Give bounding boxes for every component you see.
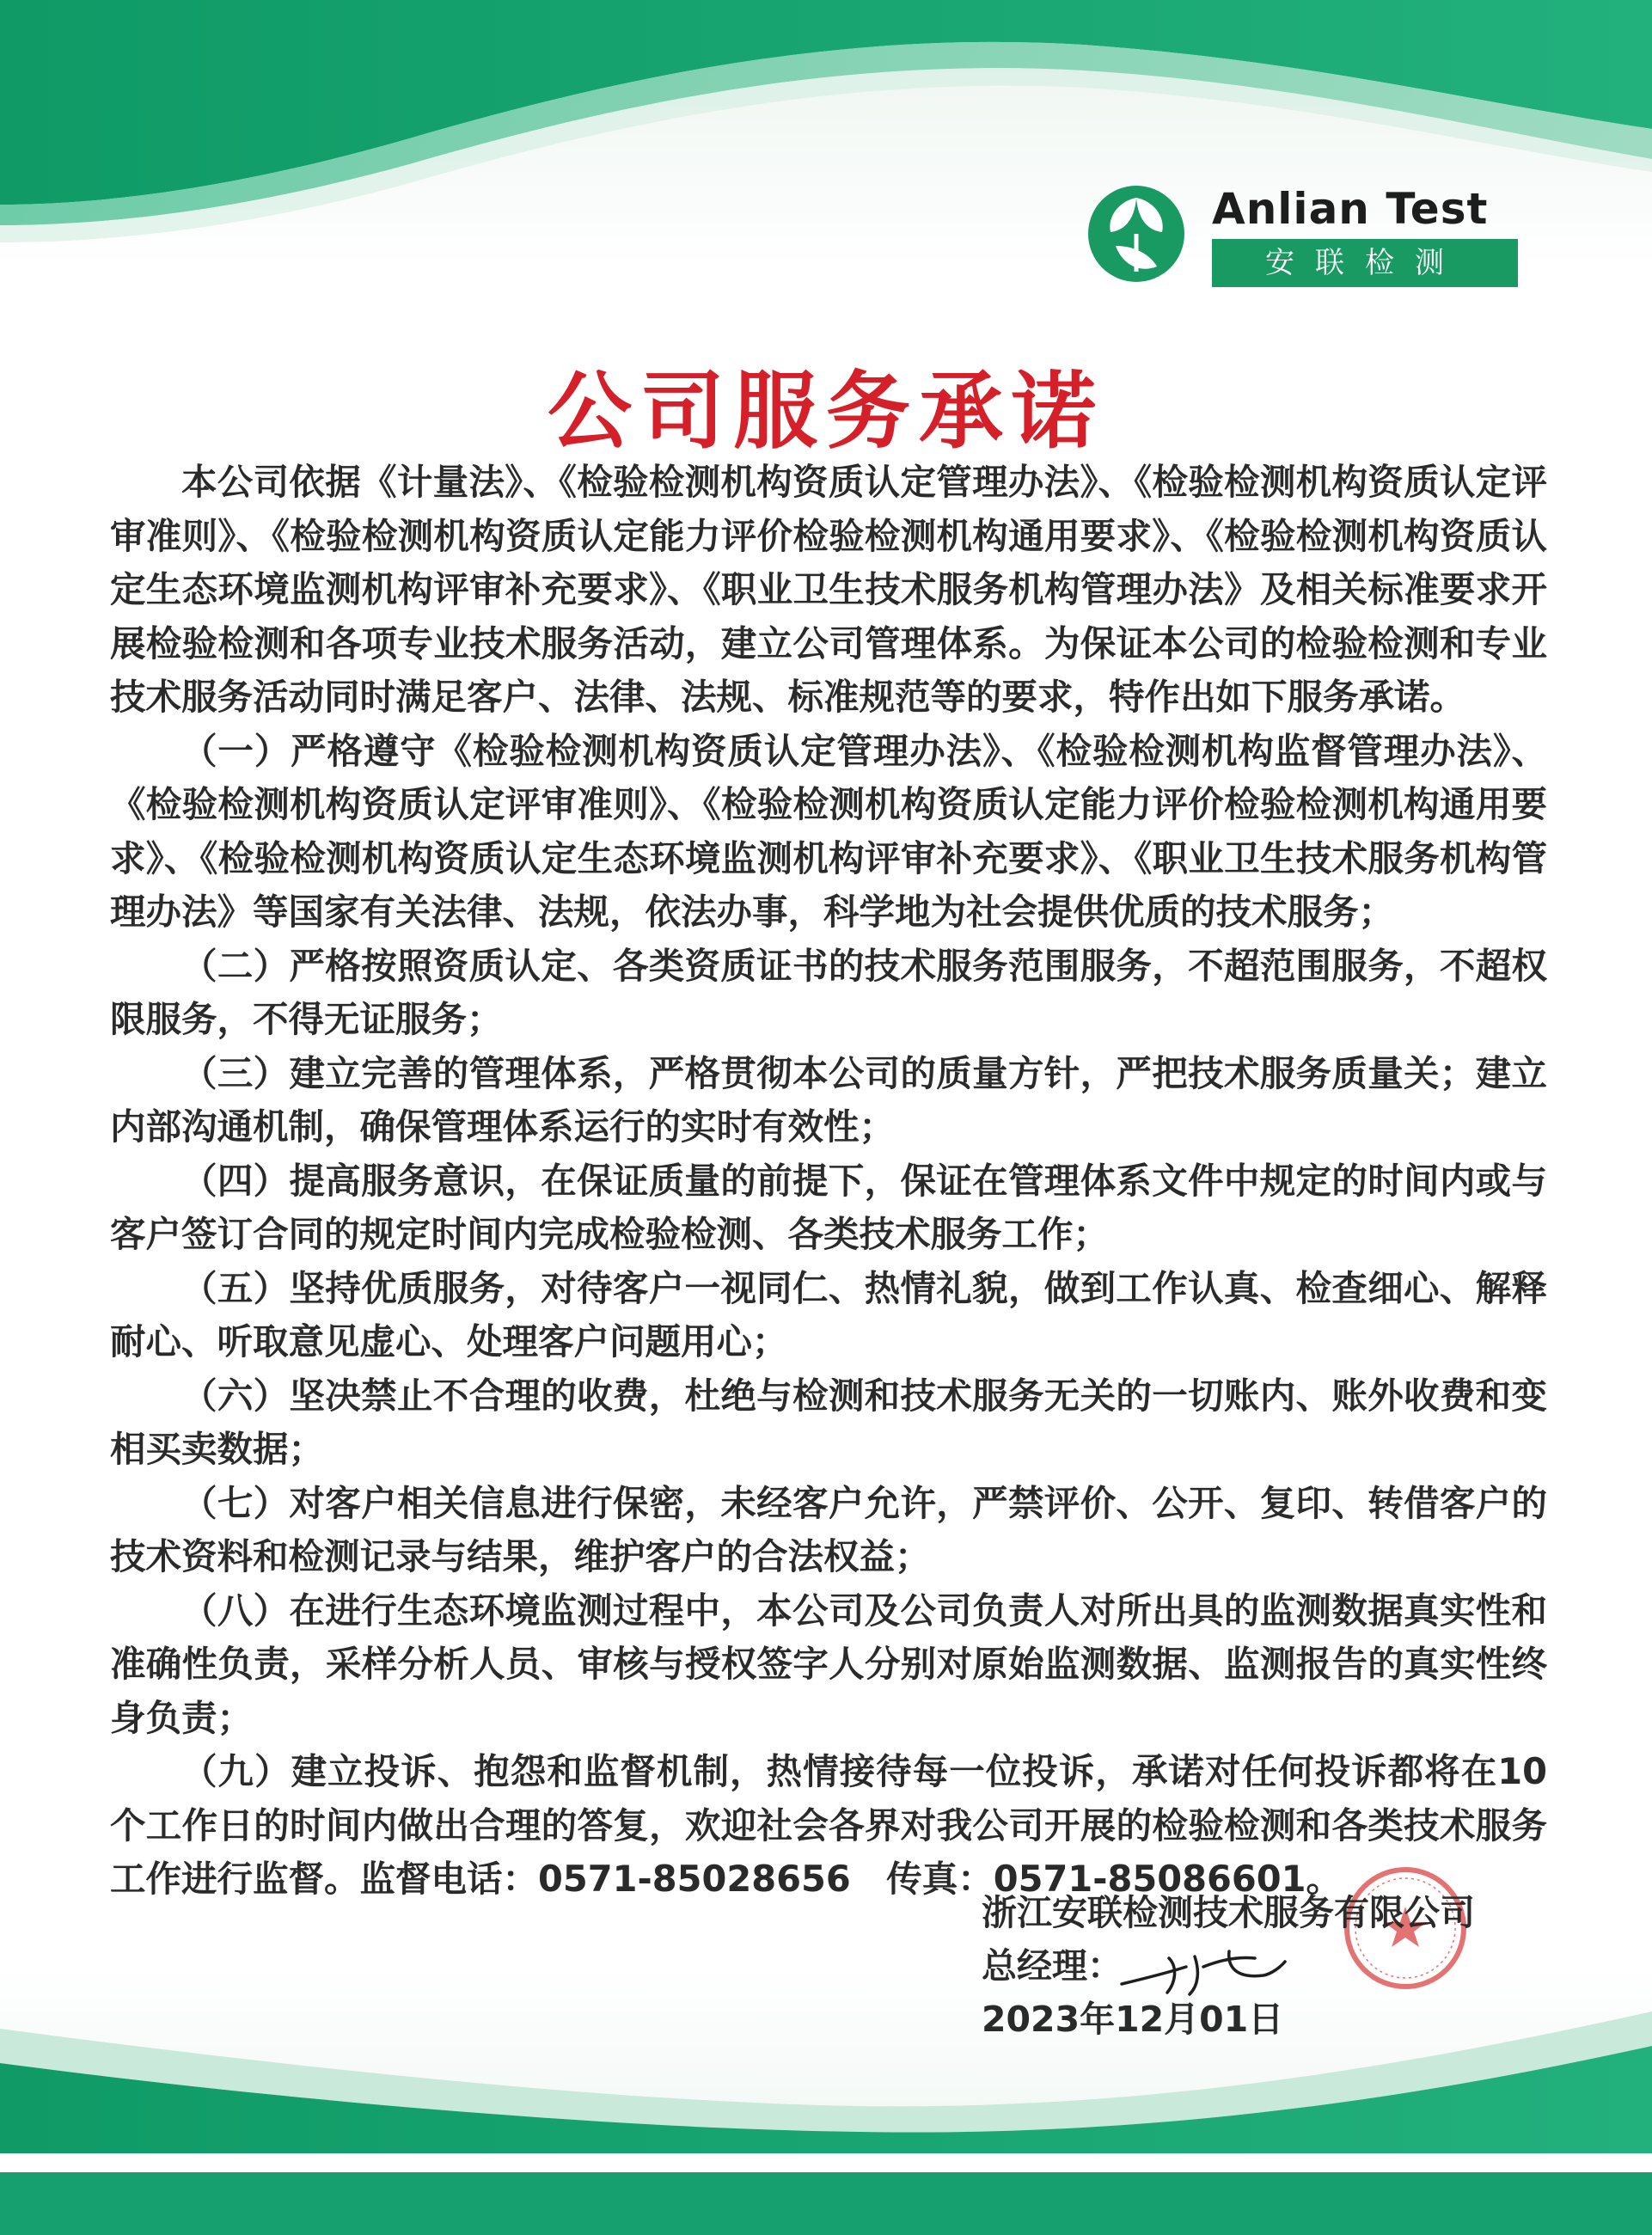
clause-8: （八）在进行生态环境监测过程中，本公司及公司负责人对所出具的监测数据真实性和准确性负责，采样分析人员、审核与授权签字人分别对原始监测数据、监测报告的真实性终身负责；: [110, 1589, 1547, 1739]
company-logo: [1085, 182, 1532, 294]
intro-paragraph: 本公司依据《计量法》、《检验检测机构资质认定管理办法》、《检验检测机构资质认定评审准则》、《检验检测机构资质认定能力评价检验检测机构通用要求》、《检验检测机构资质认定生态环境监测机构评审补充要求》、《职业卫生技术服务机构管理办法》及相关标准要求开展检验检测和各项专业技术服务活动，建立公司管理体系。为保证本公司的检验检测和专业技术服务活动同时满足客户、法律、法规、标准规范等的要求，特作出如下服务承诺。: [110, 461, 1547, 718]
logo-english-name: Anlian Test: [1212, 184, 1489, 234]
clause-1: （一）严格遵守《检验检测机构资质认定管理办法》、《检验检测机构监督管理办法》、《检验检测机构资质认定评审准则》、《检验检测机构资质认定能力评价检验检测机构通用要求》、《检验检测机构资质认定生态环境监测机构评审补充要求》、《职业卫生技术服务机构管理办法》等国家有关法律、法规，依法办事，科学地为社会提供优质的技术服务；: [110, 729, 1547, 933]
logo-chinese-name: 安联检测: [1212, 239, 1518, 287]
clause-3: （三）建立完善的管理体系，严格贯彻本公司的质量方针，严把技术服务质量关；建立内部沟通机制，确保管理体系运行的实时有效性；: [110, 1051, 1547, 1148]
company-name: 浙江安联检测技术服务有限公司: [982, 1892, 1475, 1933]
manager-label: 总经理：: [982, 1945, 1123, 1987]
page-title: 公司服务承诺: [547, 362, 1104, 461]
handwritten-signature-icon: [1117, 1941, 1289, 2001]
commitment-body: [110, 456, 1547, 1907]
leaf-logo-icon: [1085, 182, 1188, 285]
signature-date: 2023年12月01日: [982, 1999, 1284, 2040]
clause-7: （七）对客户相关信息进行保密，未经客户允许，严禁评价、公开、复印、转借客户的技术资料和检测记录与结果，维护客户的合法权益；: [110, 1481, 1547, 1577]
clause-2: （二）严格按照资质认定、各类资质证书的技术服务范围服务，不超范围服务，不超权限服务，不得无证服务；: [110, 944, 1547, 1040]
clause-6: （六）坚决禁止不合理的收费，杜绝与检测和技术服务无关的一切账内、账外收费和变相买卖数据；: [110, 1374, 1547, 1470]
clause-5: （五）坚持优质服务，对待客户一视同仁、热情礼貌，做到工作认真、检查细心、解释耐心、听取意见虚心、处理客户问题用心；: [110, 1266, 1547, 1362]
clause-4: （四）提高服务意识，在保证质量的前提下，保证在管理体系文件中规定的时间内或与客户签订合同的规定时间内完成检验检测、各类技术服务工作；: [110, 1159, 1547, 1255]
clause-9: （九）建立投诉、抱怨和监督机制，热情接待每一位投诉，承诺对任何投诉都将在10个工作日的时间内做出合理的答复，欢迎社会各界对我公司开展的检验检测和各类技术服务工作进行监督。监督电话：0571-85028656 传真：0571-85086601。: [110, 1750, 1547, 1900]
